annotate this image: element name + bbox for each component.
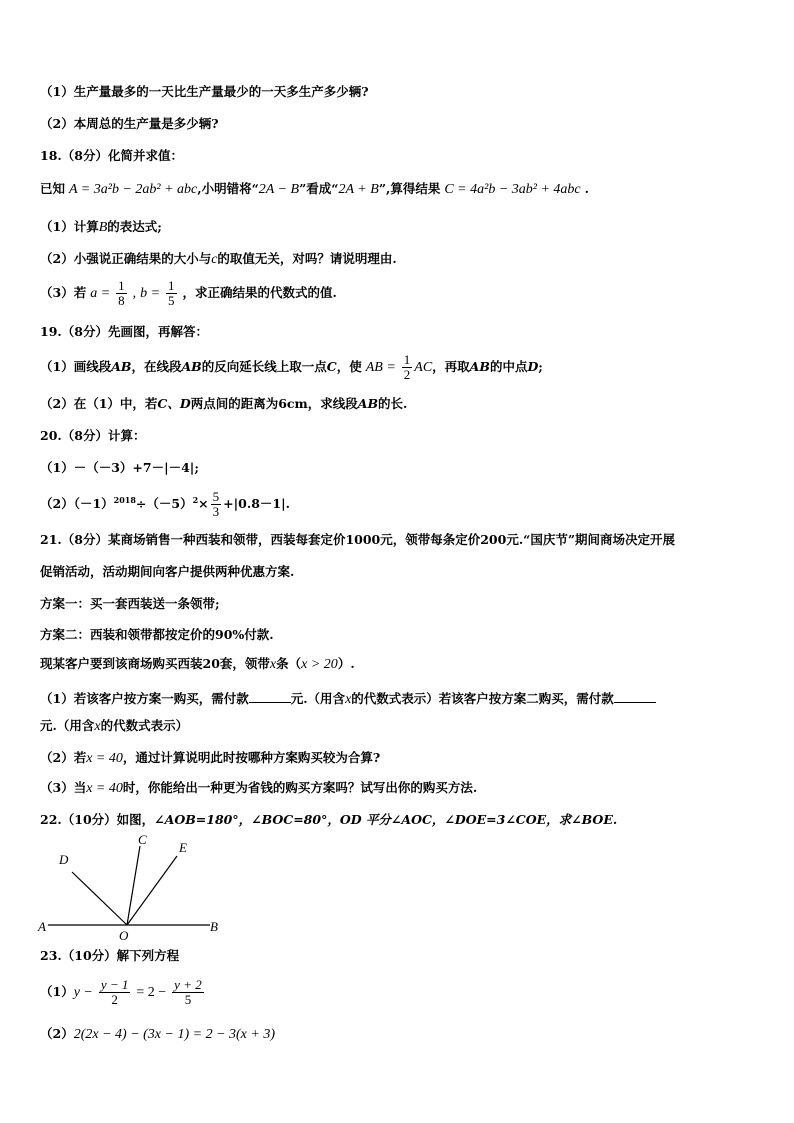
expr-C: C = 4a²b − 3ab² + 4abc [444, 182, 581, 197]
q17-item-2: （2）本周总的生产量是多少辆? [40, 116, 219, 131]
q23-heading: 23.（10分）解下列方程 [40, 948, 180, 963]
fraction-b: $\frac{1}{5}$ [168, 278, 175, 308]
q23-item-1: （1）y − $\frac{y - 1}{2}$ = 2 − $\frac{y + 2}{5}$ [40, 977, 202, 1007]
q17-item-1: （1）生产量最多的一天比生产量最少的一天多生产多少辆? [40, 84, 369, 99]
q20-item-2: $(2)(-1)^{2018}\div(-5)^2\times$ $\frac{5}{3}$ +|0.8－1|. [40, 489, 291, 520]
q21-line-1: 21.（8分）某商场销售一种西装和领带，西装每套定价1000元，领带每条定价200元.“国庆节”期间商场决定开展 [40, 532, 676, 547]
q21-item-3: （3）当x = 40时，你能给出一种更为省钱的购买方案吗？试写出你的购买方法. [40, 780, 478, 796]
q22-question: 22.（10分）如图，∠AOB=180°，∠BOC=80°，OD 平分∠AOC，∠DOE=3∠COE，求∠BOE. [40, 812, 618, 827]
answer-blank-1[interactable] [249, 690, 291, 703]
q18-heading: 18.（8分）化简并求值： [40, 148, 183, 163]
q21-item-2: （2）若x = 40，通过计算说明此时按哪种方案购买较为合算? [40, 750, 381, 766]
answer-blank-2[interactable] [614, 690, 656, 703]
angle-diagram [30, 828, 230, 944]
fraction-half: $\frac{1}{2}$ [403, 352, 411, 382]
fraction-y-minus-1: $\frac{y - 1}{2}$ [100, 977, 129, 1007]
fraction-a: $\frac{1}{8}$ [118, 278, 125, 308]
q23-item-2: （2）2(2x − 4) − (3x − 1) = 2 − 3(x + 3) [40, 1026, 276, 1042]
label-D: D [59, 852, 69, 867]
q18-item-1: （1）计算B的表达式; [40, 219, 162, 235]
q18-intro: 已知 A = 3a²b − 2ab² + abc,小明错将“2A − B”看成“2A + B”,算得结果 C = 4a²b − 3ab² + 4abc . [40, 181, 589, 197]
q19-item-2: （2）在（1）中，若C、D两点间的距离为6cm，求线段AB的长. [40, 396, 408, 411]
q21-item-1-cont: 元.（用含x的代数式表示） [40, 718, 189, 734]
q18-item-2: （2）小强说正确结果的大小与c的取值无关，对吗？请说明理由. [40, 251, 397, 267]
ray-OE [127, 856, 177, 925]
q19-item-1: （1）画线段AB，在线段AB的反向延长线上取一点C，使 AB = $\frac{1}{2}$ AC，再取AB的中点D; [40, 352, 543, 382]
q21-plan-2: 方案二：西装和领带都按定价的90%付款. [40, 627, 274, 642]
q21-line-5: 现某客户要到该商场购买西装20套，领带x条（x > 20）. [40, 656, 355, 672]
fraction-five-thirds: $\frac{5}{3}$ [212, 489, 220, 520]
label-E: E [179, 840, 187, 855]
label-C: C [138, 832, 147, 847]
label-O: O [119, 928, 129, 943]
expr-A: A = 3a²b − 2ab² + abc [69, 182, 198, 197]
q18-item-3: （3）若 a = $\frac{1}{8}$ , b = $\frac{1}{5}$ ，求正确结果的代数式的值. [40, 278, 337, 308]
label-A: A [38, 919, 46, 934]
q21-item-1: （1）若该客户按方案一购买，需付款 元.（用含x的代数式表示）若该客户按方案二购买，需付款 [40, 690, 656, 708]
q21-plan-1: 方案一：买一套西装送一条领带; [40, 596, 220, 611]
q21-line-2: 促销活动，活动期间向客户提供两种优惠方案. [40, 564, 295, 579]
ray-OD [72, 872, 127, 925]
ray-OC [127, 846, 140, 925]
q20-item-1: （1）－（－3）+7－|－4|; [40, 460, 199, 475]
q20-heading: 20.（8分）计算： [40, 428, 146, 443]
label-B: B [210, 919, 218, 934]
fraction-y-plus-2: $\frac{y + 2}{5}$ [174, 977, 202, 1007]
q19-heading: 19.（8分）先画图，再解答： [40, 324, 208, 339]
